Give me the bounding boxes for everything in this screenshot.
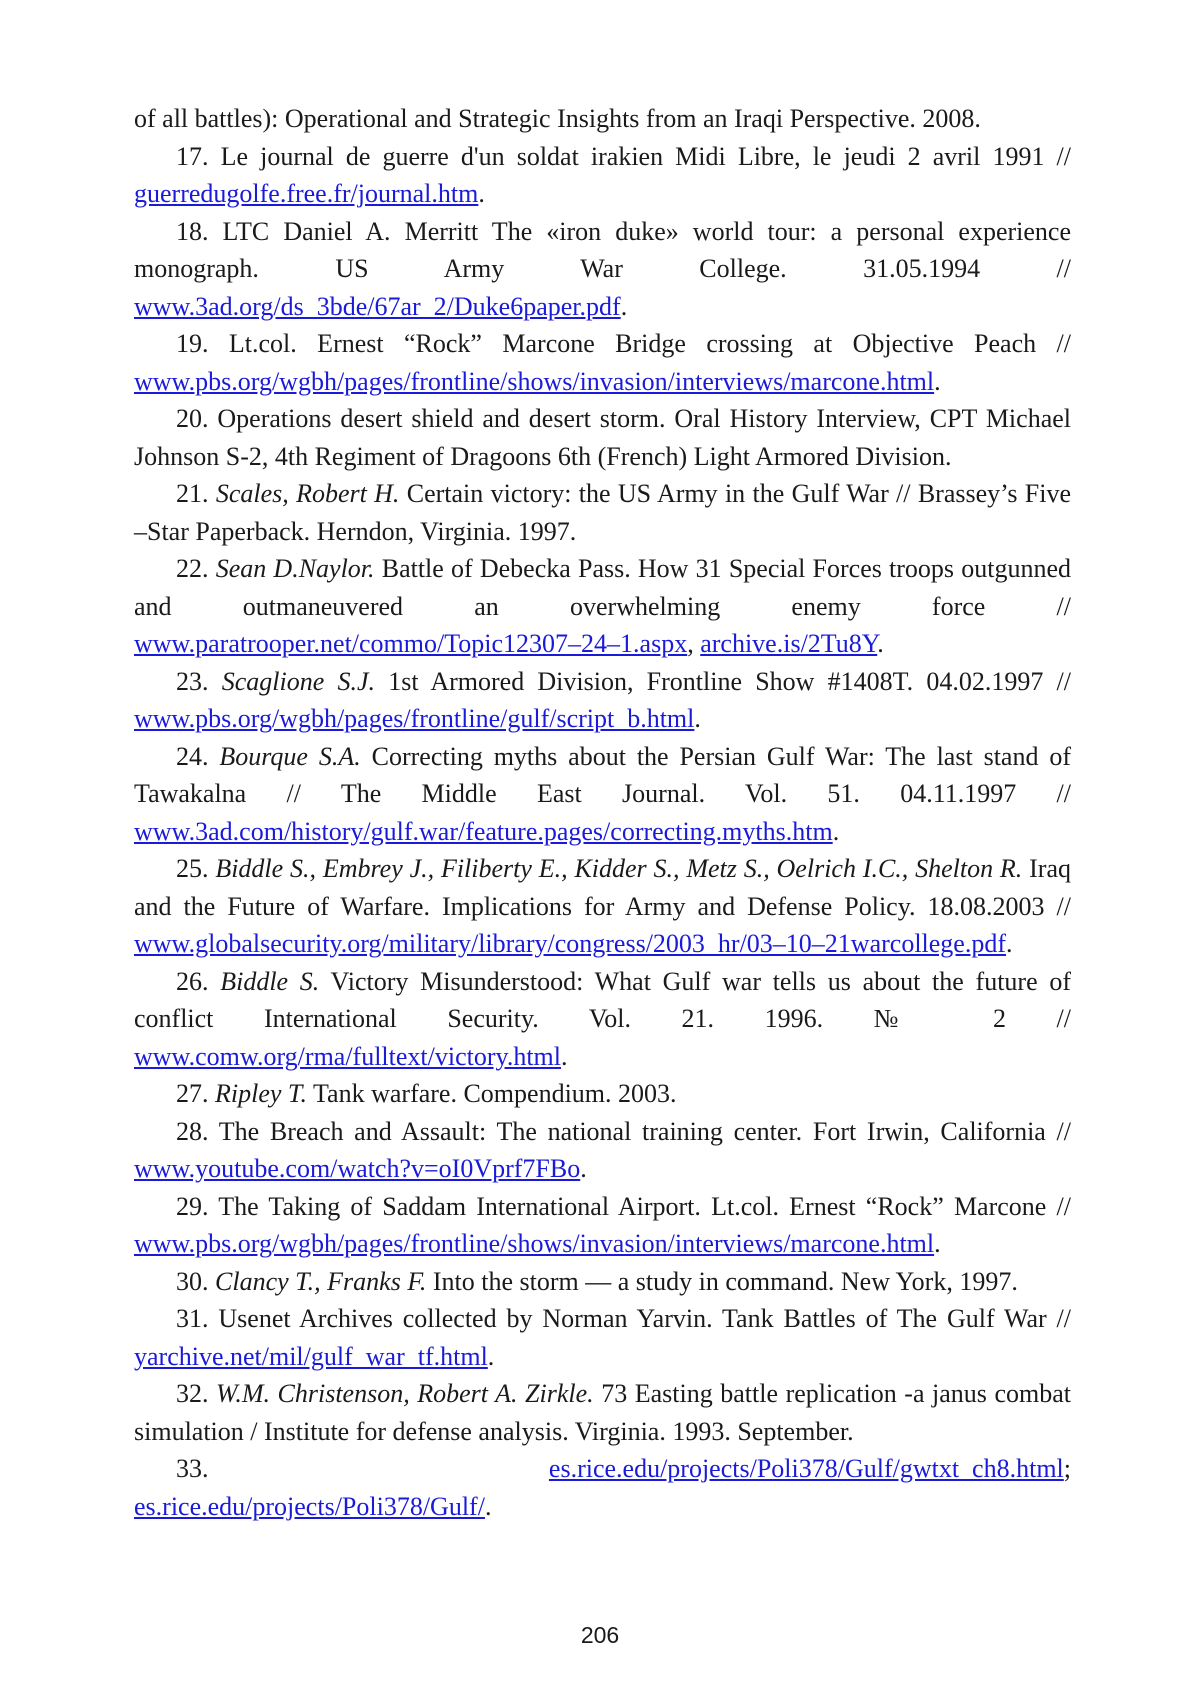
entry-text: 30.: [176, 1266, 215, 1296]
bibliography-entry: [134, 475, 1071, 550]
entry-text: .: [620, 291, 628, 321]
entry-text: 29. The Taking of Saddam International Airport. Lt.col. Ernest “Rock” Marcone //: [176, 1191, 1071, 1221]
reference-link[interactable]: www.globalsecurity.org/military/library/congress/2003_hr/03–10–21warcollege.pdf: [134, 929, 1007, 958]
reference-link[interactable]: www.3ad.org/ds_3bde/67ar_2/Duke6paper.pdf: [134, 291, 621, 321]
entry-text: .: [832, 816, 840, 846]
entry-text: 24.: [176, 741, 220, 771]
bibliography-entry: [134, 100, 1071, 138]
entry-text: Tank warfare. Compendium. 2003.: [306, 1079, 677, 1108]
entry-text: 21.: [176, 479, 216, 508]
author-names: Bourque S.A.: [219, 741, 361, 771]
entry-text: .: [484, 1491, 492, 1521]
entry-text: .: [478, 179, 485, 208]
bibliography-entry: [134, 1375, 1071, 1450]
reference-link[interactable]: www.pbs.org/wgbh/pages/frontline/gulf/script_b.html: [134, 704, 695, 733]
entry-text: 22.: [176, 554, 216, 583]
entry-text: Correcting myths about the Persian Gulf War: The last stand of Tawakalna // The Middle East Journal. Vol. 51. 04.11.1997 //: [134, 741, 1072, 808]
reference-link[interactable]: archive.is/2Tu8Y: [700, 629, 878, 658]
bibliography-entry: [134, 963, 1071, 1076]
entry-text: .: [694, 704, 701, 733]
author-names: Clancy T., Franks F.: [215, 1266, 427, 1296]
author-names: Scales, Robert H.: [215, 479, 400, 508]
entry-text: .: [487, 1341, 495, 1371]
bibliography-entry: [134, 1113, 1071, 1188]
author-names: Sean D.Naylor.: [215, 554, 375, 583]
entry-text: 32.: [176, 1379, 217, 1408]
bibliography-entry: [134, 213, 1071, 326]
entry-text: 33.: [176, 1454, 549, 1483]
bibliography-list: [134, 100, 1071, 1525]
author-names: Ripley T.: [215, 1079, 307, 1108]
bibliography-entry: [134, 550, 1071, 663]
entry-text: ;: [1063, 1454, 1071, 1483]
entry-text: of all battles): Operational and Strategic Insights from an Iraqi Perspective. 2008.: [134, 104, 981, 133]
entry-text: 20. Operations desert shield and desert storm. Oral History Interview, CPT Michael Johnson S-2, 4th Regiment of Dragoons 6th (French) Light Armored Division.: [134, 404, 1071, 471]
entry-text: 27.: [176, 1079, 215, 1108]
entry-text: 17. Le journal de guerre d'un soldat irakien Midi Libre, le jeudi 2 avril 1991 //: [176, 141, 1071, 171]
bibliography-entry: [134, 738, 1071, 851]
bibliography-entry: [134, 1188, 1071, 1263]
entry-text: 25.: [176, 854, 216, 883]
entry-text: .: [561, 1041, 568, 1071]
reference-link[interactable]: www.pbs.org/wgbh/pages/frontline/shows/invasion/interviews/marcone.html: [134, 1229, 935, 1258]
reference-link[interactable]: www.pbs.org/wgbh/pages/frontline/shows/invasion/interviews/marcone.html: [134, 366, 935, 396]
entry-text: Battle of Debecka Pass. How 31 Special Forces troops outgunned and outmaneuvered an overwhelming enemy force //: [134, 554, 1071, 621]
entry-text: 1st Armored Division, Frontline Show #1408T. 04.02.1997 //: [375, 666, 1071, 696]
bibliography-entry: [134, 850, 1071, 963]
reference-link[interactable]: es.rice.edu/projects/Poli378/Gulf/: [134, 1491, 485, 1521]
bibliography-entry: [134, 1075, 1071, 1113]
entry-text: Iraq and the Future of Warfare. Implications for Army and Defense Policy. 18.08.2003 //: [134, 854, 1071, 921]
author-names: Biddle S., Embrey J., Filiberty E., Kidder S., Metz S., Oelrich I.C., Shelton R.: [215, 854, 1023, 883]
entry-text: 18. LTC Daniel A. Merritt The «iron duke» world tour: a personal experience monograph. US Army War College. 31.05.1994 //: [134, 216, 1071, 283]
bibliography-entry: [134, 400, 1071, 475]
reference-link[interactable]: www.paratrooper.net/commo/Topic12307–24–1.aspx: [134, 629, 688, 658]
author-names: Biddle S.: [220, 966, 320, 996]
bibliography-entry: [134, 325, 1071, 400]
reference-link[interactable]: es.rice.edu/projects/Poli378/Gulf/gwtxt_ch8.html: [548, 1454, 1064, 1483]
reference-link[interactable]: www.youtube.com/watch?v=oI0Vprf7FBo: [134, 1154, 581, 1183]
entry-text: Into the storm — a study in command. New York, 1997.: [426, 1266, 1018, 1296]
reference-link[interactable]: yarchive.net/mil/gulf_war_tf.html: [134, 1341, 488, 1371]
entry-text: Certain victory: the US Army in the Gulf War // Brassey’s Five –Star Paperback. Herndon, Virginia. 1997.: [134, 479, 1072, 546]
reference-link[interactable]: guerredugolfe.free.fr/journal.htm: [134, 179, 479, 208]
entry-text: .: [1006, 929, 1013, 958]
entry-text: .: [934, 366, 941, 396]
entry-text: .: [877, 629, 884, 658]
bibliography-entry: [134, 663, 1071, 738]
entry-text: 31. Usenet Archives collected by Norman Yarvin. Tank Battles of The Gulf War //: [176, 1304, 1071, 1333]
entry-text: 28. The Breach and Assault: The national training center. Fort Irwin, California //: [176, 1116, 1071, 1146]
bibliography-entry: [134, 138, 1071, 213]
entry-text: 19. Lt.col. Ernest “Rock” Marcone Bridge crossing at Objective Peach //: [176, 329, 1071, 358]
entry-text: 26.: [176, 966, 221, 996]
page-number: 206: [580, 1622, 620, 1648]
author-names: W.M. Christenson, Robert A. Zirkle.: [216, 1379, 594, 1408]
entry-text: Victory Misunderstood: What Gulf war tells us about the future of conflict International Security. Vol. 21. 1996. № 2 //: [134, 966, 1071, 1033]
author-names: Scaglione S.J.: [221, 666, 375, 696]
entry-text: 73 Easting battle replication -a janus combat simulation / Institute for defense analysis. Virginia. 1993. September.: [134, 1379, 1071, 1446]
reference-link[interactable]: www.comw.org/rma/fulltext/victory.html: [134, 1041, 561, 1071]
entry-text: .: [934, 1229, 941, 1258]
reference-link[interactable]: www.3ad.com/history/gulf.war/feature.pages/correcting.myths.htm: [134, 816, 833, 846]
bibliography-entry: [134, 1263, 1071, 1301]
bibliography-entry: [134, 1300, 1071, 1375]
bibliography-entry: [134, 1450, 1071, 1525]
entry-text: .: [580, 1154, 587, 1183]
entry-text: ,: [687, 629, 701, 658]
entry-text: 23.: [176, 666, 222, 696]
